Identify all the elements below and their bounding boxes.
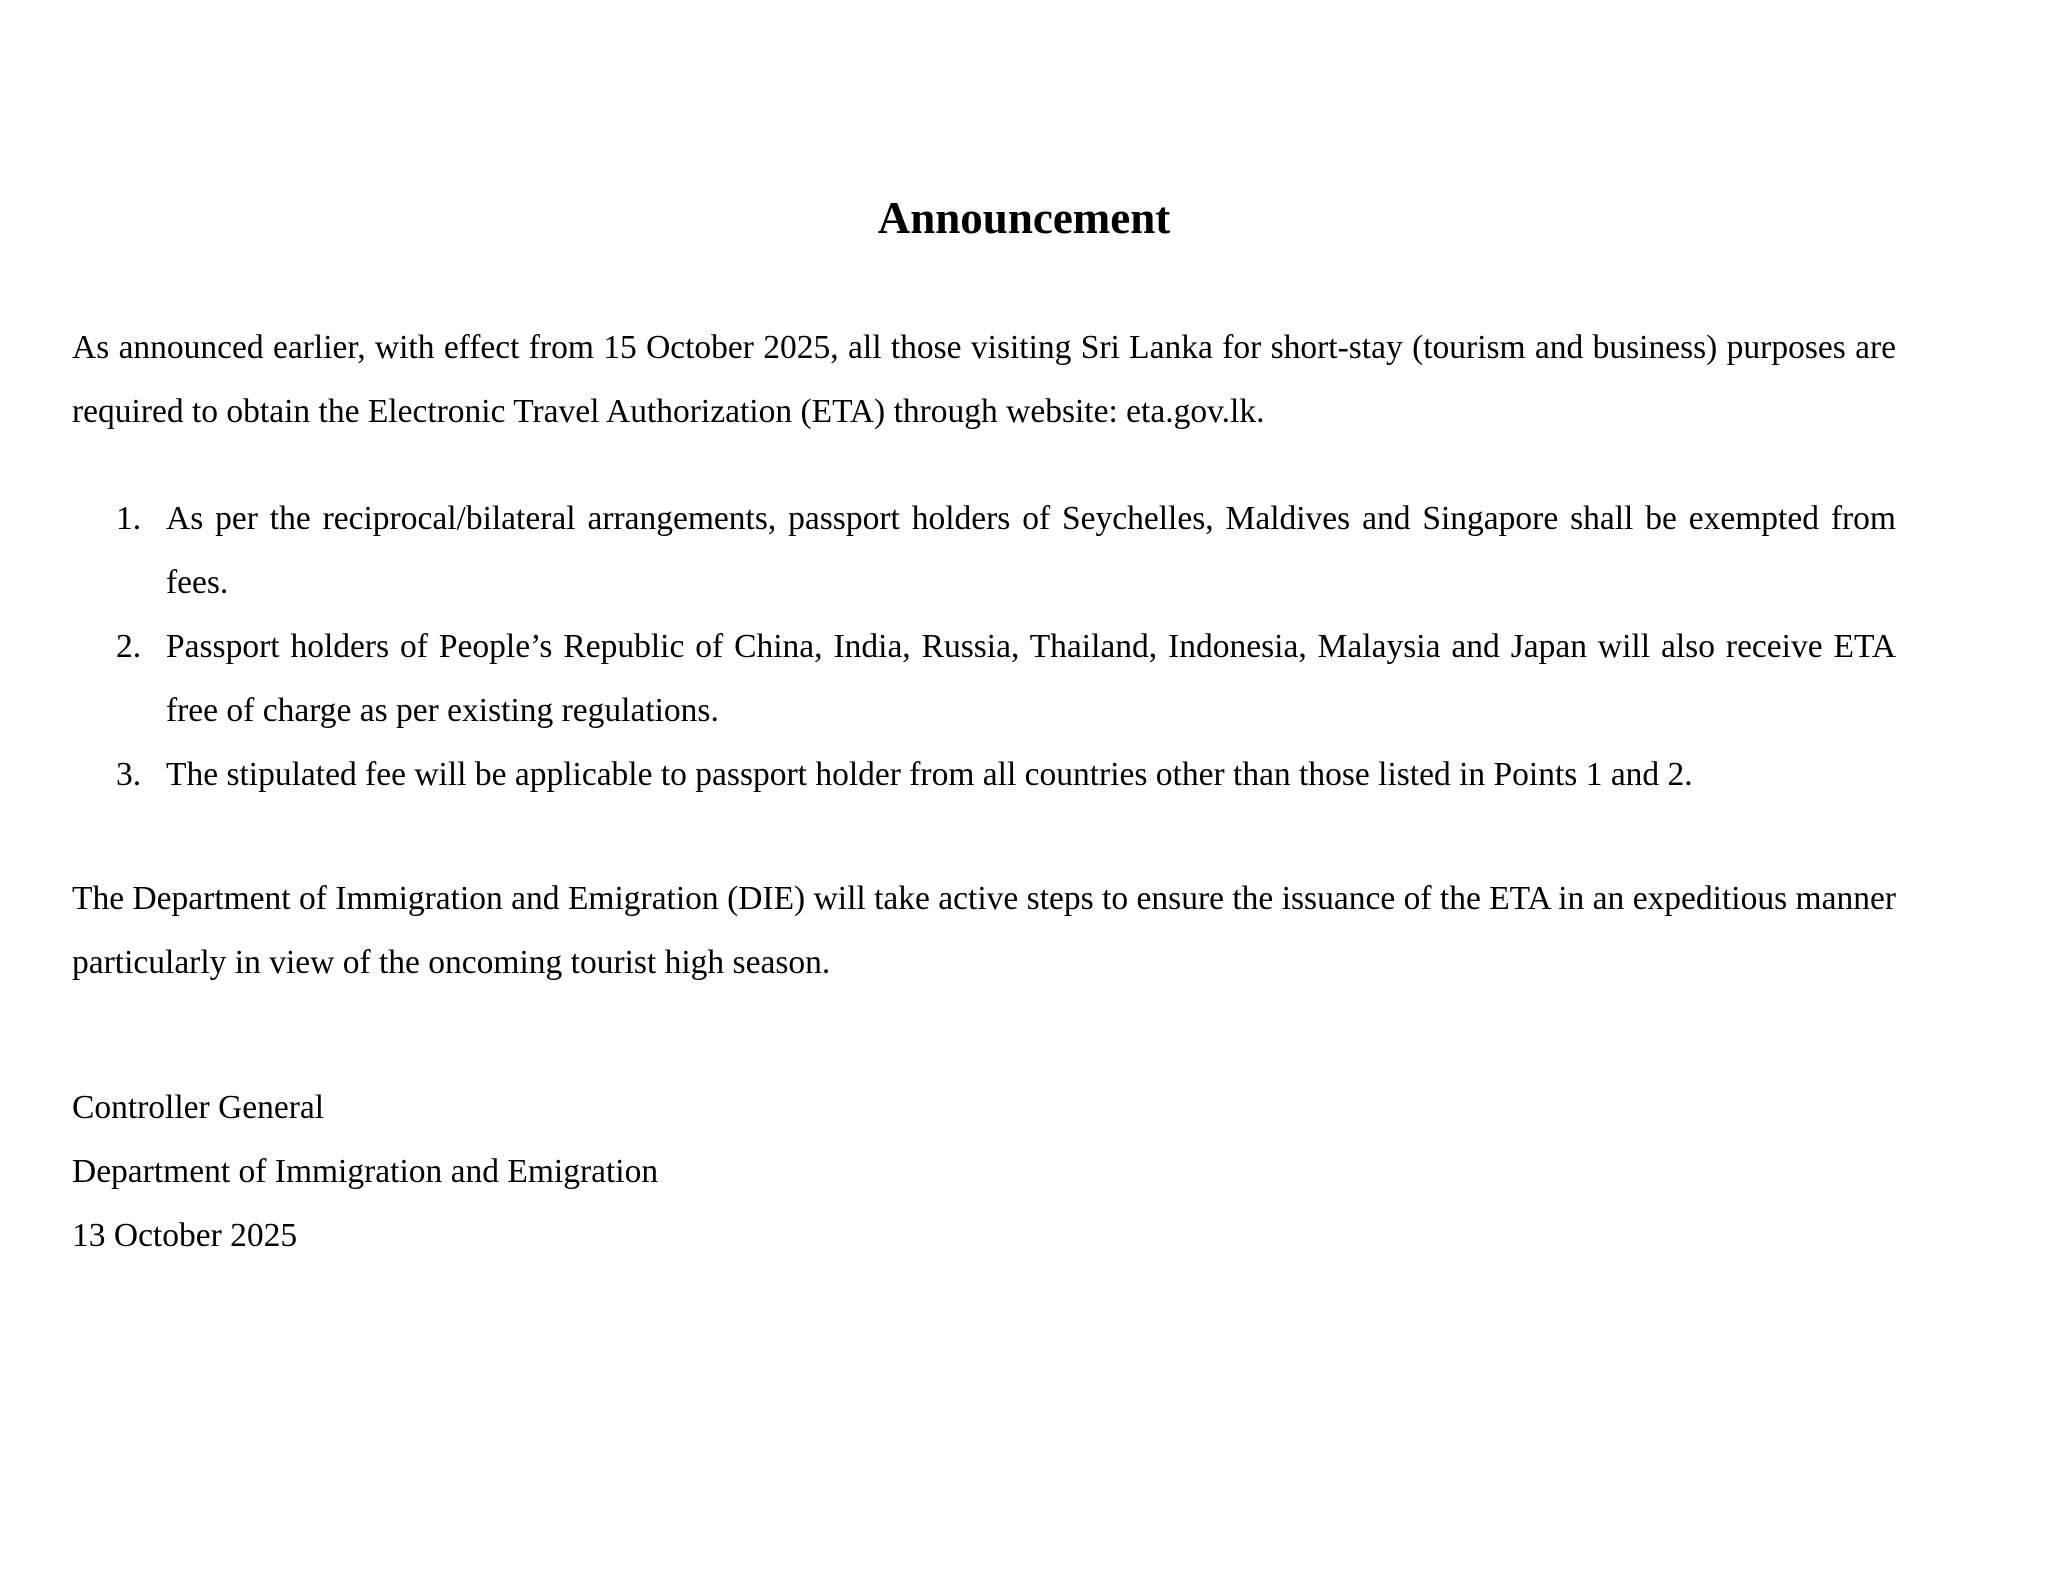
signatory-position: Controller General	[72, 1089, 325, 1126]
exemption-list	[72, 487, 1896, 807]
list-item	[72, 743, 1896, 807]
list-item	[72, 487, 1896, 615]
closing-paragraph: The Department of Immigration and Emigration (DIE) will take active steps to ensure the issuance of the ETA in an expeditious manner particularly in view of the oncoming tourist high season.	[72, 880, 1896, 981]
list-item-text: As per the reciprocal/bilateral arrangements, passport holders of Seychelles, Maldives and Singapore shall be exempted from fees.	[166, 500, 1896, 601]
list-item-number: 1.	[116, 500, 142, 537]
list-item-number: 3.	[116, 756, 142, 793]
signature-block	[72, 1076, 658, 1268]
list-item	[72, 615, 1896, 743]
signature-date: 13 October 2025	[72, 1217, 298, 1254]
document-title: Announcement	[877, 193, 1171, 243]
list-item-number: 2.	[116, 628, 142, 665]
list-item-text: The stipulated fee will be applicable to passport holder from all countries other than those listed in Points 1 and 2.	[166, 756, 1693, 793]
list-item-text: Passport holders of People’s Republic of China, India, Russia, Thailand, Indonesia, Malaysia and Japan will also receive ETA free of charge as per existing regulations.	[166, 628, 1896, 729]
signatory-department: Department of Immigration and Emigration	[72, 1153, 659, 1190]
intro-paragraph: As announced earlier, with effect from 15 October 2025, all those visiting Sri Lanka for short-stay (tourism and business) purposes are required to obtain the Electronic Travel Authorization (ETA) through website: eta.gov.lk.	[72, 329, 1896, 430]
